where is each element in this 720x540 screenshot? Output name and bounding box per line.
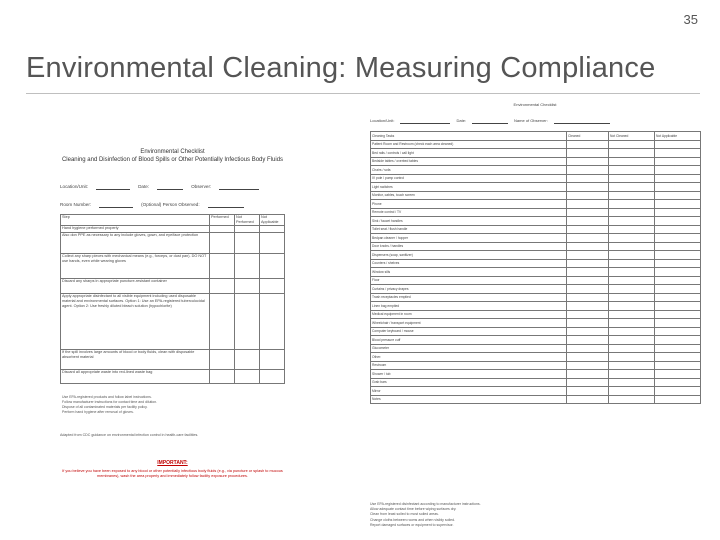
not-applicable-cell[interactable]	[260, 254, 285, 279]
table-row	[371, 276, 701, 285]
performed-cell[interactable]	[210, 279, 235, 294]
not-cleaned-cell[interactable]	[609, 208, 655, 217]
cleaned-cell[interactable]	[567, 336, 609, 345]
not-applicable-cell[interactable]	[655, 302, 701, 311]
cleaning-task-text: Toilet seat / flush handle	[371, 225, 567, 234]
step-text: Discard any sharps in appropriate puncture-resistant container	[61, 279, 210, 294]
not-applicable-cell[interactable]	[655, 174, 701, 183]
date-field[interactable]	[157, 184, 183, 190]
performed-cell[interactable]	[210, 226, 235, 233]
table-row	[371, 149, 701, 158]
not-applicable-cell[interactable]	[655, 336, 701, 345]
not-cleaned-cell[interactable]	[609, 166, 655, 175]
left-form-heading	[60, 148, 285, 164]
cleaning-task-text: Grab bars	[371, 378, 567, 387]
location-field[interactable]	[96, 184, 130, 190]
table-row	[371, 319, 701, 328]
cleaned-cell[interactable]	[567, 285, 609, 294]
left-form-source: Adapted from CDC guidance on environmental infection control in health-care facilities.	[60, 433, 199, 437]
cleaned-cell[interactable]	[567, 395, 609, 404]
footnote-line: Allow adequate contact time before wiping surfaces dry.	[370, 507, 457, 512]
footnote-line: Use EPA-registered disinfectant according to manufacturer instructions.	[370, 502, 481, 506]
table-row	[371, 183, 701, 192]
cleaned-cell[interactable]	[567, 370, 609, 379]
table-row	[371, 370, 701, 379]
cleaned-cell[interactable]	[567, 353, 609, 362]
table-row	[371, 157, 701, 166]
cleaned-cell[interactable]	[567, 242, 609, 251]
not-applicable-cell[interactable]	[655, 285, 701, 294]
cleaning-task-text: Counters / shelves	[371, 259, 567, 268]
table-row	[61, 350, 285, 370]
not-performed-cell[interactable]	[235, 254, 260, 279]
footnote-line: Change cloths between rooms and when visibly soiled.	[370, 517, 456, 522]
cleaning-task-text: Door knobs / handles	[371, 242, 567, 251]
table-header-row	[61, 215, 285, 226]
cleaned-cell[interactable]	[567, 217, 609, 226]
step-text: Discard all appropriate waste into red-lined waste bag	[61, 370, 210, 384]
cleaning-task-text: Remote control / TV	[371, 208, 567, 217]
cleaning-task-text: Dispensers (soap, sanitizer)	[371, 251, 567, 260]
note-line: Follow manufacturer instructions for contact time and dilution.	[62, 400, 158, 404]
not-applicable-cell[interactable]	[655, 183, 701, 192]
cleaned-cell[interactable]	[567, 225, 609, 234]
cleaned-cell[interactable]	[567, 200, 609, 209]
cleaned-cell[interactable]	[567, 361, 609, 370]
table-row	[371, 344, 701, 353]
cleaning-task-text: Wheelchair / transport equipment	[371, 319, 567, 328]
not-cleaned-cell[interactable]	[609, 183, 655, 192]
left-form-info-row-2	[60, 202, 285, 208]
page-number: 35	[683, 12, 698, 27]
cleaning-task-text: Other:	[371, 353, 567, 362]
step-text: If the spill involves large amounts of blood or body fluids, clean with disposable absorbent material	[61, 350, 210, 370]
right-form-footnotes	[370, 502, 700, 528]
table-row	[371, 208, 701, 217]
column-header-cleaning-tasks: Cleaning Tasks	[371, 132, 567, 141]
left-form-info-row-1	[60, 184, 285, 190]
table-row	[371, 336, 701, 345]
table-row	[371, 378, 701, 387]
table-row	[371, 302, 701, 311]
step-text: Hand hygiene performed properly	[61, 226, 210, 233]
cleaned-cell[interactable]	[567, 251, 609, 260]
not-applicable-cell[interactable]	[655, 276, 701, 285]
column-header-performed: Performed	[210, 215, 235, 226]
not-applicable-cell[interactable]	[655, 268, 701, 277]
right-observer-label: Name of Observer:	[514, 118, 548, 123]
not-applicable-cell[interactable]	[655, 361, 701, 370]
table-header-row	[371, 132, 701, 141]
right-location-field[interactable]	[400, 118, 450, 124]
room-number-label: Room Number:	[60, 202, 92, 207]
cleaning-task-text: Phone	[371, 200, 567, 209]
not-cleaned-cell[interactable]	[609, 174, 655, 183]
cleaning-task-text: Bed rails / controls / call light	[371, 149, 567, 158]
not-applicable-cell[interactable]	[655, 370, 701, 379]
cleaned-cell[interactable]	[567, 149, 609, 158]
cleaning-task-text: Window sills	[371, 268, 567, 277]
cleaning-task-text: Restroom	[371, 361, 567, 370]
person-observed-field[interactable]	[208, 202, 244, 208]
step-text: Also don PPE as necessary to any include gloves, gown, and eye/face protection	[61, 233, 210, 254]
performed-cell[interactable]	[210, 350, 235, 370]
cleaned-cell[interactable]	[567, 302, 609, 311]
not-applicable-cell[interactable]	[260, 279, 285, 294]
not-cleaned-cell[interactable]	[609, 395, 655, 404]
table-row	[61, 294, 285, 350]
not-cleaned-cell[interactable]	[609, 149, 655, 158]
not-cleaned-cell[interactable]	[609, 251, 655, 260]
right-date-field[interactable]	[472, 118, 508, 124]
not-applicable-cell[interactable]	[655, 157, 701, 166]
right-checklist-table	[370, 131, 701, 404]
not-cleaned-cell[interactable]	[609, 319, 655, 328]
location-label: Location/Unit:	[60, 184, 89, 189]
table-row	[371, 174, 701, 183]
cleaned-cell[interactable]	[567, 234, 609, 243]
cleaning-task-text: Curtains / privacy drapes	[371, 285, 567, 294]
column-header-not-applicable: Not Applicable	[655, 132, 701, 141]
not-applicable-cell[interactable]	[655, 234, 701, 243]
cleaned-cell[interactable]	[567, 174, 609, 183]
performed-cell[interactable]	[210, 370, 235, 384]
not-applicable-cell[interactable]	[260, 370, 285, 384]
not-applicable-cell[interactable]	[655, 251, 701, 260]
right-date-label: Date:	[456, 118, 467, 123]
not-applicable-cell[interactable]	[655, 353, 701, 362]
cleaning-task-text: Light switches	[371, 183, 567, 192]
not-cleaned-cell[interactable]	[609, 353, 655, 362]
not-applicable-cell[interactable]	[260, 294, 285, 350]
cleaning-task-text: Glucometer	[371, 344, 567, 353]
cleaned-cell[interactable]	[567, 191, 609, 200]
cleaned-cell[interactable]	[567, 378, 609, 387]
table-row	[371, 191, 701, 200]
column-header-not-applicable: Not Applicable	[260, 215, 285, 226]
not-cleaned-cell[interactable]	[609, 191, 655, 200]
column-header-not-cleaned: Not Cleaned	[609, 132, 655, 141]
cleaned-cell[interactable]	[567, 387, 609, 396]
table-row	[371, 387, 701, 396]
cleaning-task-text: Bedpan cleaner / hopper	[371, 234, 567, 243]
cleaning-task-text: Blood pressure cuff	[371, 336, 567, 345]
not-cleaned-cell[interactable]	[609, 259, 655, 268]
right-form-info-row	[370, 118, 700, 124]
page-title: Environmental Cleaning: Measuring Compliance	[26, 52, 656, 84]
column-header-not-performed: Not Performed	[235, 215, 260, 226]
not-cleaned-cell[interactable]	[609, 302, 655, 311]
not-applicable-cell[interactable]	[655, 387, 701, 396]
table-row	[371, 225, 701, 234]
cleaned-cell[interactable]	[567, 310, 609, 319]
not-applicable-cell[interactable]	[655, 208, 701, 217]
not-cleaned-cell[interactable]	[609, 327, 655, 336]
cleaning-task-text: Computer keyboard / mouse	[371, 327, 567, 336]
not-performed-cell[interactable]	[235, 294, 260, 350]
footnote-line: Clean from least soiled to most soiled areas.	[370, 512, 439, 517]
not-applicable-cell[interactable]	[655, 217, 701, 226]
cleaned-cell[interactable]	[567, 157, 609, 166]
table-row	[61, 370, 285, 384]
not-applicable-cell[interactable]	[655, 378, 701, 387]
not-applicable-cell[interactable]	[655, 310, 701, 319]
not-applicable-cell[interactable]	[260, 350, 285, 370]
important-text: If you believe you have been exposed to any blood or other potentially infectious body fluids (e.g., via puncture or splash to mucous membranes), wash the area properly and immediately follow facility exposure procedures.	[62, 469, 283, 479]
table-row	[61, 226, 285, 233]
observer-field[interactable]	[219, 184, 259, 190]
note-line: Use EPA-registered products and follow label instructions.	[62, 395, 152, 399]
not-applicable-cell[interactable]	[260, 226, 285, 233]
table-row	[61, 279, 285, 294]
table-row	[371, 353, 701, 362]
performed-cell[interactable]	[210, 233, 235, 254]
cleaning-task-text: Notes	[371, 395, 567, 404]
cleaned-cell[interactable]	[567, 166, 609, 175]
not-cleaned-cell[interactable]	[609, 344, 655, 353]
cleaned-cell[interactable]	[567, 268, 609, 277]
room-number-field[interactable]	[99, 202, 133, 208]
cleaning-task-text: Floor	[371, 276, 567, 285]
not-performed-cell[interactable]	[235, 226, 260, 233]
table-row	[371, 251, 701, 260]
table-row	[371, 259, 701, 268]
step-text: Apply appropriate disinfectant to all visible equipment including used disposable material and environmental surfaces. Option 1: Use an EPA-registered tuberculocidal agent. Option 2: Use freshly diluted bleach solution (hypochlorite)	[61, 294, 210, 350]
not-applicable-cell[interactable]	[260, 233, 285, 254]
not-cleaned-cell[interactable]	[609, 276, 655, 285]
not-cleaned-cell[interactable]	[609, 387, 655, 396]
not-cleaned-cell[interactable]	[609, 378, 655, 387]
not-cleaned-cell[interactable]	[609, 234, 655, 243]
note-line: Perform hand hygiene after removal of gloves.	[62, 410, 134, 414]
cleaned-cell[interactable]	[567, 344, 609, 353]
table-row	[371, 140, 701, 149]
note-line: Dispose of all contaminated materials per facility policy.	[62, 405, 148, 409]
cleaned-cell[interactable]	[567, 276, 609, 285]
not-cleaned-cell[interactable]	[609, 268, 655, 277]
important-notice	[60, 460, 285, 479]
step-text: Collect any sharp pieces with mechanical means (e.g., forceps, or dust pan). DO NOT use hands, even while wearing gloves	[61, 254, 210, 279]
not-applicable-cell[interactable]	[655, 149, 701, 158]
cleaning-task-text: Shower / tub	[371, 370, 567, 379]
cleaning-task-text: Medical equipment in room	[371, 310, 567, 319]
cleaning-task-text: Patient Room and Restroom (check each area cleaned)	[371, 140, 567, 149]
cleaning-task-text: Monitor, cables, touch screen	[371, 191, 567, 200]
table-row	[371, 242, 701, 251]
left-checklist-form	[60, 138, 285, 479]
important-title: IMPORTANT:	[157, 460, 188, 466]
footnote-line: Report damaged surfaces or equipment to supervisor.	[370, 522, 454, 527]
not-cleaned-cell[interactable]	[609, 285, 655, 294]
not-applicable-cell[interactable]	[655, 140, 701, 149]
cleaned-cell[interactable]	[567, 183, 609, 192]
not-applicable-cell[interactable]	[655, 200, 701, 209]
cleaning-task-text: Linen bag emptied	[371, 302, 567, 311]
not-applicable-cell[interactable]	[655, 344, 701, 353]
not-applicable-cell[interactable]	[655, 191, 701, 200]
not-cleaned-cell[interactable]	[609, 361, 655, 370]
not-applicable-cell[interactable]	[655, 242, 701, 251]
performed-cell[interactable]	[210, 294, 235, 350]
not-performed-cell[interactable]	[235, 350, 260, 370]
not-cleaned-cell[interactable]	[609, 200, 655, 209]
cleaned-cell[interactable]	[567, 327, 609, 336]
table-row	[371, 293, 701, 302]
table-row	[371, 285, 701, 294]
not-cleaned-cell[interactable]	[609, 370, 655, 379]
left-form-heading-subtitle: Cleaning and Disinfection of Blood Spills or Other Potentially Infectious Body Fluids	[61, 157, 284, 163]
cleaning-task-text: IV pole / pump control	[371, 174, 567, 183]
cleaning-task-text: Bedside tables / overbed tables	[371, 157, 567, 166]
cleaning-task-text: Sink / faucet handles	[371, 217, 567, 226]
not-applicable-cell[interactable]	[655, 166, 701, 175]
date-label: Date:	[138, 184, 150, 189]
left-checklist-table	[60, 214, 285, 384]
column-header-cleaned: Cleaned	[567, 132, 609, 141]
table-row	[61, 233, 285, 254]
table-row	[371, 234, 701, 243]
cleaned-cell[interactable]	[567, 319, 609, 328]
not-cleaned-cell[interactable]	[609, 157, 655, 166]
person-observed-label: (Optional) Person Observed:	[141, 202, 200, 207]
table-row	[371, 166, 701, 175]
not-cleaned-cell[interactable]	[609, 310, 655, 319]
performed-cell[interactable]	[210, 254, 235, 279]
right-location-label: Location/Unit:	[370, 118, 395, 123]
left-form-notes	[62, 395, 284, 415]
not-cleaned-cell[interactable]	[609, 336, 655, 345]
cleaning-task-text: Mirror	[371, 387, 567, 396]
title-divider	[26, 93, 700, 94]
not-applicable-cell[interactable]	[655, 225, 701, 234]
right-observer-field[interactable]	[554, 118, 610, 124]
not-cleaned-cell[interactable]	[609, 217, 655, 226]
not-cleaned-cell[interactable]	[609, 293, 655, 302]
not-cleaned-cell[interactable]	[609, 225, 655, 234]
table-row	[371, 395, 701, 404]
observer-label: Observer:	[191, 184, 212, 189]
not-performed-cell[interactable]	[235, 233, 260, 254]
not-cleaned-cell[interactable]	[609, 242, 655, 251]
right-form-title: Environmental Checklist	[513, 102, 557, 107]
table-row	[371, 310, 701, 319]
cleaned-cell[interactable]	[567, 140, 609, 149]
not-applicable-cell[interactable]	[655, 395, 701, 404]
table-row	[371, 361, 701, 370]
table-row	[371, 217, 701, 226]
not-applicable-cell[interactable]	[655, 327, 701, 336]
table-row	[371, 327, 701, 336]
table-row	[371, 268, 701, 277]
not-applicable-cell[interactable]	[655, 259, 701, 268]
left-form-heading-title: Environmental Checklist	[140, 149, 205, 155]
not-performed-cell[interactable]	[235, 279, 260, 294]
not-performed-cell[interactable]	[235, 370, 260, 384]
table-row	[371, 200, 701, 209]
not-applicable-cell[interactable]	[655, 293, 701, 302]
column-header-step: Step	[61, 215, 210, 226]
cleaning-task-text: Trash receptacles emptied	[371, 293, 567, 302]
not-cleaned-cell[interactable]	[609, 140, 655, 149]
not-applicable-cell[interactable]	[655, 319, 701, 328]
cleaned-cell[interactable]	[567, 293, 609, 302]
table-row	[61, 254, 285, 279]
cleaned-cell[interactable]	[567, 208, 609, 217]
cleaning-task-text: Chairs / sofa	[371, 166, 567, 175]
cleaned-cell[interactable]	[567, 259, 609, 268]
